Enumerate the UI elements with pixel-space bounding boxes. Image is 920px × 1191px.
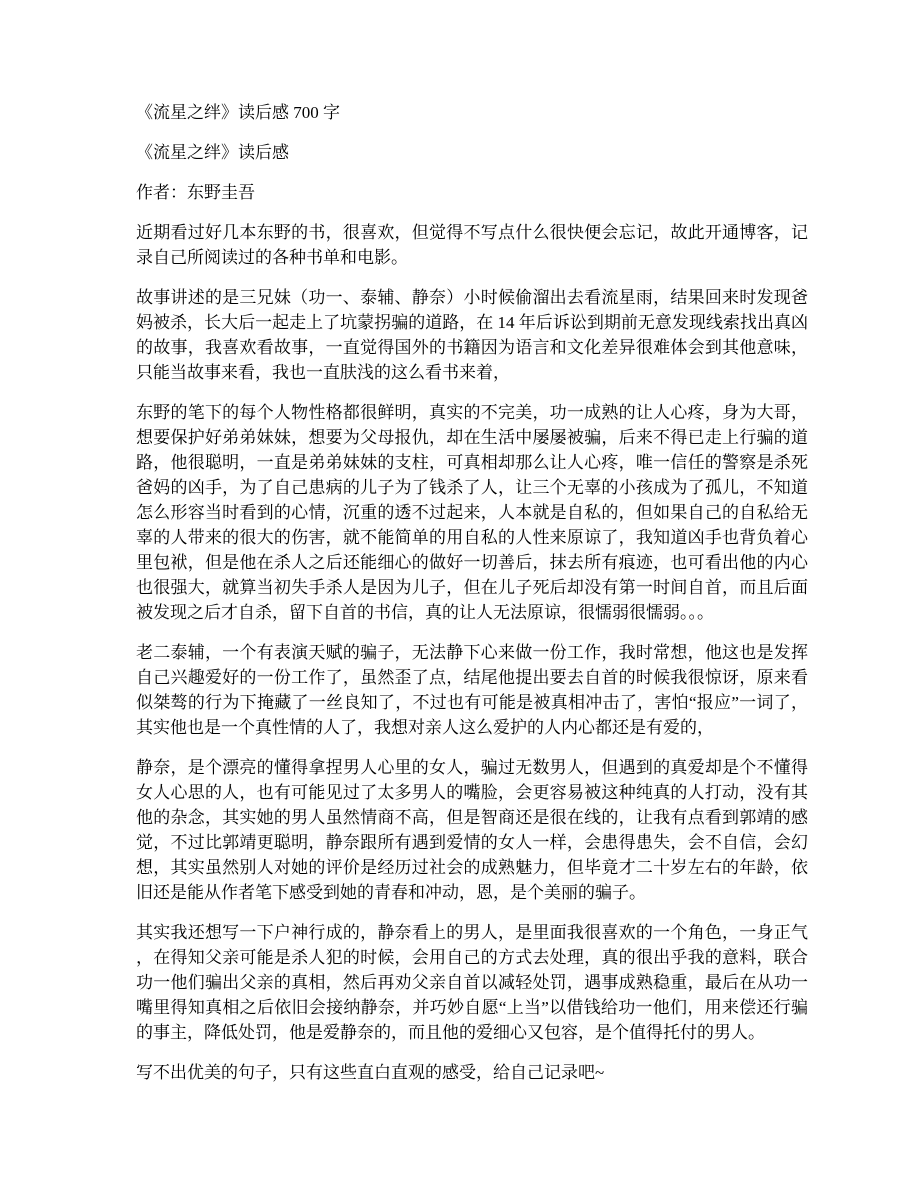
paragraph-shizuna: 静奈，是个漂亮的懂得拿捏男人心里的女人，骗过无数男人，但遇到的真爱却是个不懂得女人心思的人，也有可能见过了太多男人的嘴脸，会更容易被这种纯真的人打动，没有其他的杂念，其实她的男人虽然情商不高，但是智商还是很在线的，让我有点看到郭靖的感觉，不过比郭靖更聪明，静奈跟所有遇到爱情的女人一样，会患得患失，会不自信，会幻想，其实虽然别人对她的评价是经历过社会的成熟魅力，但毕竟才二十岁左右的年龄，依旧还是能从作者笔下感受到她的青春和冲动，恩，是个美丽的骗子。: [136, 758, 808, 902]
paragraph-intro: 近期看过好几本东野的书，很喜欢，但觉得不写点什么很快便会忘记，故此开通博客，记录自己所阅读过的各种书单和电影。: [136, 223, 808, 267]
document-title: 《流星之绊》读后感 700 字: [136, 103, 340, 122]
document-subtitle: 《流星之绊》读后感: [136, 143, 289, 162]
author-line: 作者：东野圭吾: [136, 183, 255, 202]
paragraph-taisuke: 老二泰辅，一个有表演天赋的骗子，无法静下心来做一份工作，我时常想，他这也是发挥自己兴趣爱好的一份工作了，虽然歪了点，结尾他提出要去自首的时候我很惊讶，原来看似桀骜的行为下掩藏了一丝良知了，不过也有可能是被真相冲击了，害怕“报应”一词了，其实他也是一个真性情的人了，我想对亲人这么爱护的人内心都还是有爱的，: [136, 643, 808, 737]
paragraph-story-summary: 故事讲述的是三兄妹（功一、泰辅、静奈）小时候偷溜出去看流星雨，结果回来时发现爸妈被杀，长大后一起走上了坑蒙拐骗的道路，在 14 年后诉讼到期前无意发现线索找出真凶的故事，我喜欢看故事，一直觉得国外的书籍因为语言和文化差异很难体会到其他意味，只能当故事来看，我也一直肤浅的这么看书来着，: [136, 288, 808, 382]
paragraph-closing: 写不出优美的句子，只有这些直白直观的感受，给自己记录吧~: [136, 1063, 605, 1082]
paragraph-koichi: 东野的笔下的每个人物性格都很鲜明，真实的不完美，功一成熟的让人心疼，身为大哥，想要保护好弟弟妹妹，想要为父母报仇，却在生活中屡屡被骗，后来不得已走上行骗的道路，他很聪明，一直是弟弟妹妹的支柱，可真相却那么让人心疼，唯一信任的警察是杀死爸妈的凶手，为了自己患病的儿子为了钱杀了人，让三个无辜的小孩成为了孤儿，不知道怎么形容当时看到的心情，沉重的透不过起来，人本就是自私的，但如果自己的自私给无辜的人带来的很大的伤害，就不能简单的用自私的人性来原谅了，我知道凶手也背负着心里包袱，但是他在杀人之后还能细心的做好一切善后，抹去所有痕迹，也可看出他的内心也很强大，就算当初失手杀人是因为儿子，但在儿子死后却没有第一时间自首，而且后面被发现之后才自杀，留下自首的书信，真的让人无法原谅，很懦弱很懦弱。。。: [136, 403, 808, 622]
paragraph-togami: 其实我还想写一下户神行成的，静奈看上的男人，是里面我很喜欢的一个角色，一身正气，在得知父亲可能是杀人犯的时候，会用自己的方式去处理，真的很出乎我的意料，联合功一他们骗出父亲的真相，然后再劝父亲自首以减轻处罚，遇事成熟稳重，最后在从功一嘴里得知真相之后依旧会接纳静奈，并巧妙自愿“上当”以借钱给功一他们，用来偿还行骗的事主，降低处罚，他是爱静奈的，而且他的爱细心又包容，是个值得托付的男人。: [136, 923, 808, 1042]
